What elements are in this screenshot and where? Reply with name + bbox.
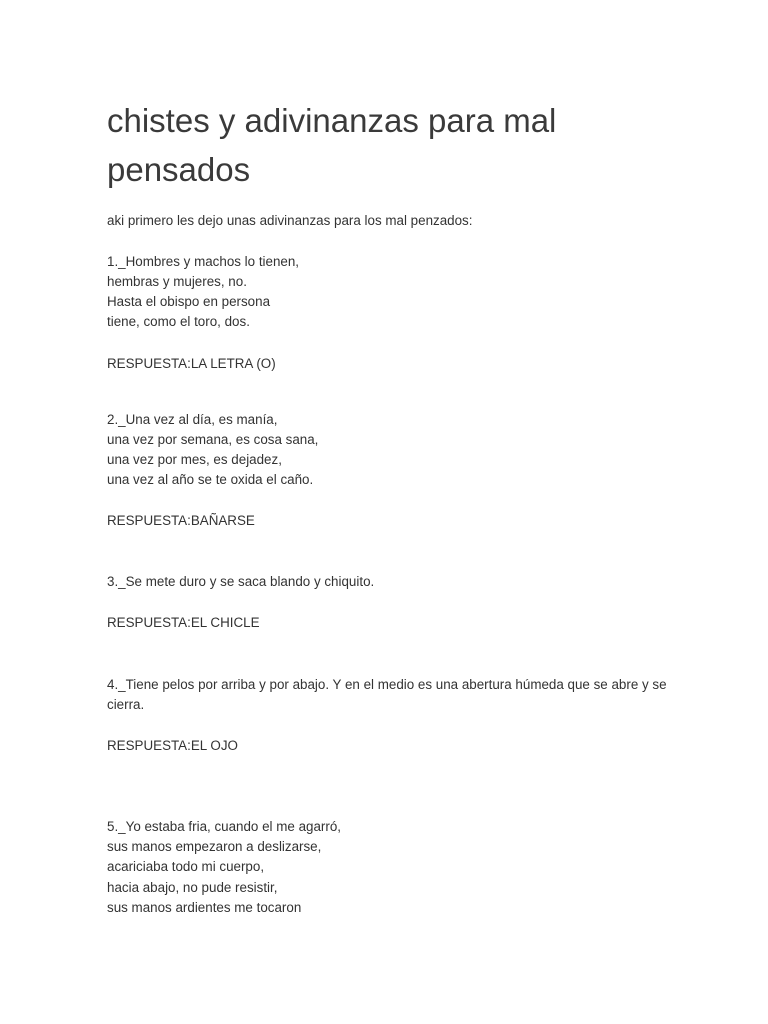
riddle-3-line-1: 3._Se mete duro y se saca blando y chiquito. — [107, 574, 375, 589]
riddle-1-line-4: tiene, como el toro, dos. — [107, 314, 250, 329]
page-title: chistes y adivinanzas para mal pensados — [107, 102, 557, 188]
riddle-2-line-2: una vez por semana, es cosa sana, — [107, 432, 319, 447]
riddle-5-line-1: 5._Yo estaba fria, cuando el me agarró, — [107, 819, 341, 834]
riddle-3-answer: RESPUESTA:EL CHICLE — [107, 615, 260, 630]
riddle-4-line-1: 4._Tiene pelos por arriba y por abajo. Y en el medio es una abertura húmeda que se abre y se cierra. — [107, 677, 667, 712]
riddle-5-line-5: sus manos ardientes me tocaron — [107, 900, 302, 915]
riddle-1-line-1: 1._Hombres y machos lo tienen, — [107, 254, 300, 269]
riddle-2-line-4: una vez al año se te oxida el caño. — [107, 472, 314, 487]
riddle-1-line-2: hembras y mujeres, no. — [107, 274, 247, 289]
intro-text: aki primero les dejo unas adivinanzas para los mal penzados: — [107, 213, 473, 228]
riddle-5-line-3: acariciaba todo mi cuerpo, — [107, 859, 265, 874]
riddle-2-line-3: una vez por mes, es dejadez, — [107, 452, 282, 467]
riddle-5-line-4: hacia abajo, no pude resistir, — [107, 880, 278, 895]
riddle-2-answer: RESPUESTA:BAÑARSE — [107, 513, 255, 528]
riddle-4-answer: RESPUESTA:EL OJO — [107, 738, 238, 753]
riddle-2-line-1: 2._Una vez al día, es manía, — [107, 412, 278, 427]
riddle-1-answer: RESPUESTA:LA LETRA (O) — [107, 356, 276, 371]
riddle-1-line-3: Hasta el obispo en persona — [107, 294, 271, 309]
riddle-5-line-2: sus manos empezaron a deslizarse, — [107, 839, 322, 854]
